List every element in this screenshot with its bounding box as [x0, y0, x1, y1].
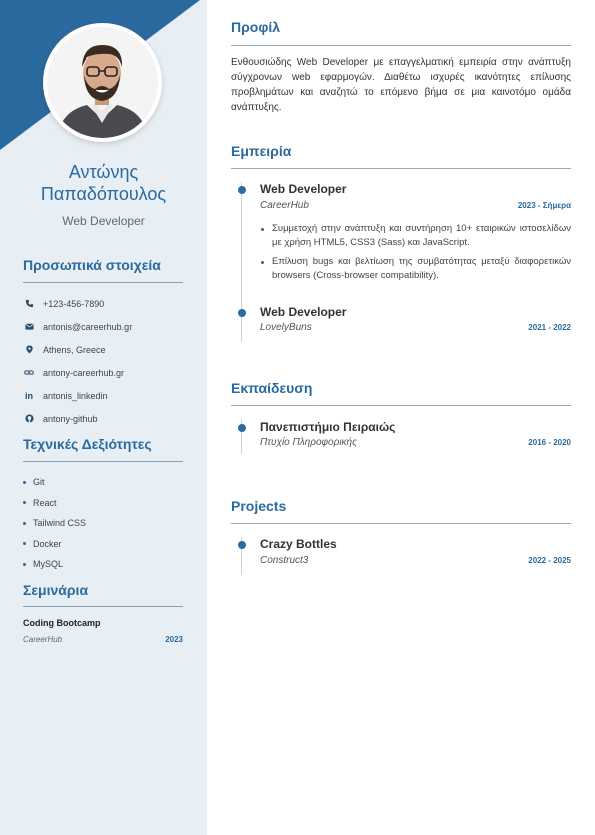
- skill-item: Docker: [23, 534, 86, 555]
- seminar-year: 2023: [165, 635, 183, 644]
- education-title: Πανεπιστήμιο Πειραιώς: [260, 420, 396, 434]
- list-item: Επίλυση bugs και βελτίωση της συμβατότητας μεταξύ διαφορετικών browsers (Cross-browser compatibility).: [260, 255, 571, 283]
- contact-section-title: Προσωπικά στοιχεία: [23, 257, 161, 273]
- contact-phone: +123-456-7890: [23, 292, 193, 315]
- experience-bullets: [260, 222, 571, 288]
- avatar: [47, 27, 158, 138]
- skill-item: Tailwind CSS: [23, 513, 86, 534]
- timeline-dot: [238, 186, 246, 194]
- experience-title: Web Developer: [260, 305, 347, 319]
- divider: [231, 45, 571, 46]
- divider: [231, 523, 571, 524]
- timeline-dot: [238, 309, 246, 317]
- divider: [231, 168, 571, 169]
- seminars-section-title: Σεμινάρια: [23, 582, 89, 598]
- phone-icon: [23, 298, 35, 310]
- divider: [23, 461, 183, 462]
- person-name: Αντώνης Παπαδόπουλος: [40, 162, 167, 204]
- contact-email[interactable]: antonis@careerhub.gr: [23, 315, 193, 338]
- sidebar: [0, 0, 207, 835]
- skills-list: [23, 472, 86, 575]
- experience-dates: 2021 - 2022: [528, 323, 571, 332]
- projects-section-title: Projects: [231, 498, 287, 514]
- experience-title: Web Developer: [260, 182, 347, 196]
- education-dates: 2016 - 2020: [528, 438, 571, 447]
- timeline-dot: [238, 424, 246, 432]
- person-job-title: Web Developer: [62, 214, 145, 228]
- profile-photo: [43, 23, 162, 142]
- divider: [23, 282, 183, 283]
- experience-company: LovelyBuns: [260, 322, 312, 333]
- divider: [231, 405, 571, 406]
- email-icon: [23, 321, 35, 333]
- skill-item: Git: [23, 472, 86, 493]
- education-section-title: Εκπαίδευση: [231, 380, 313, 396]
- skills-section-title: Τεχνικές Δεξιότητες: [23, 436, 152, 452]
- experience-dates: 2023 - Σήμερα: [517, 201, 571, 210]
- timeline-dot: [238, 541, 246, 549]
- contact-website[interactable]: antony-careerhub.gr: [23, 361, 193, 384]
- contact-location: Athens, Greece: [23, 338, 193, 361]
- project-dates: 2022 - 2025: [528, 556, 571, 565]
- github-icon: [23, 413, 35, 425]
- seminar-org: CareerHub: [23, 635, 63, 644]
- skill-item: MySQL: [23, 554, 86, 575]
- list-item: Συμμετοχή στην ανάπτυξη και συντήρηση 10+ εταιρικών ιστοσελίδων με χρήση HTML5, CSS3 (Sass) και JavaScript.: [260, 222, 571, 250]
- location-icon: [23, 344, 35, 356]
- linkedin-icon: in: [25, 390, 33, 401]
- seminar-title: Coding Bootcamp: [23, 618, 101, 628]
- contact-list: [23, 292, 193, 430]
- divider: [23, 606, 183, 607]
- experience-company: CareerHub: [260, 200, 309, 211]
- link-icon: [23, 367, 35, 379]
- contact-github[interactable]: antony-github: [23, 407, 193, 430]
- experience-timeline: [241, 182, 242, 342]
- contact-linkedin[interactable]: in antonis_linkedin: [25, 390, 108, 401]
- profile-section-title: Προφίλ: [231, 19, 281, 35]
- experience-section-title: Εμπειρία: [231, 143, 292, 159]
- skill-item: React: [23, 493, 86, 514]
- profile-summary: Ενθουσιώδης Web Developer με επαγγελματική εμπειρία στην ανάπτυξη σύγχρονων web εφαρμογών. Διαθέτω ισχυρές ικανότητες επίλυσης προβλημάτων και αναζητώ το επόμενο βήμα σε μια καινοτόμο ομάδα ανάπτυξης.: [231, 57, 571, 113]
- education-degree: Πτυχίο Πληροφορικής: [260, 437, 357, 448]
- project-title: Crazy Bottles: [260, 537, 337, 551]
- project-org: Construct3: [260, 555, 309, 566]
